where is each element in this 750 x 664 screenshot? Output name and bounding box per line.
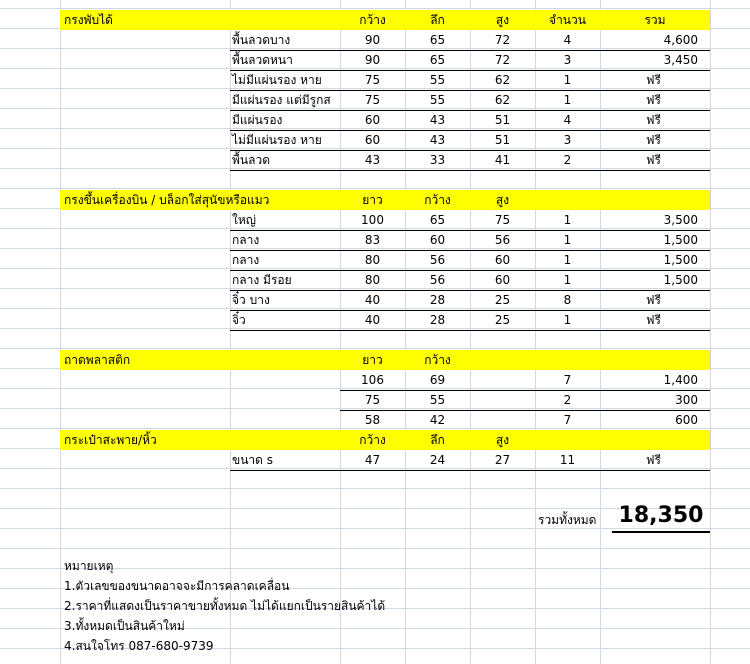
quantity-cell[interactable]: 1 (563, 253, 572, 267)
quantity-cell[interactable]: 4 (563, 33, 572, 47)
total-cell[interactable]: ฟรี (646, 293, 661, 307)
dimension-cell[interactable]: 75 (364, 393, 381, 407)
dimension-cell[interactable]: 60 (494, 273, 511, 287)
dimension-cell[interactable]: 43 (429, 133, 446, 147)
total-cell[interactable]: ฟรี (646, 133, 661, 147)
dimension-cell[interactable]: 43 (364, 153, 381, 167)
dimension-cell[interactable]: 55 (429, 93, 446, 107)
dimension-cell[interactable]: 58 (364, 413, 381, 427)
column-header[interactable]: ยาว (362, 193, 383, 207)
total-cell[interactable]: 1,400 (663, 373, 698, 387)
item-name[interactable]: มีแผ่นรอง แต่มีรูกส (232, 93, 331, 107)
total-cell[interactable]: 3,450 (663, 53, 698, 67)
column-header[interactable]: สูง (495, 13, 510, 27)
item-name[interactable]: จิ๋ว (232, 313, 246, 327)
total-cell[interactable]: 600 (675, 413, 698, 427)
dimension-cell[interactable]: 24 (429, 453, 446, 467)
column-header[interactable]: กว้าง (424, 353, 451, 367)
dimension-cell[interactable]: 51 (494, 133, 511, 147)
column-header[interactable]: ลึก (430, 13, 445, 27)
note-line[interactable]: 3.ทั้งหมดเป็นสินค้าใหม่ (64, 619, 185, 633)
dimension-cell[interactable]: 56 (429, 253, 446, 267)
column-header[interactable]: กว้าง (359, 433, 386, 447)
quantity-cell[interactable]: 1 (563, 93, 572, 107)
section-title[interactable]: กรงพับได้ (64, 13, 113, 27)
quantity-cell[interactable]: 1 (563, 213, 572, 227)
dimension-cell[interactable]: 75 (494, 213, 511, 227)
dimension-cell[interactable]: 43 (429, 113, 446, 127)
dimension-cell[interactable]: 100 (361, 213, 384, 227)
dimension-cell[interactable]: 33 (429, 153, 446, 167)
total-cell[interactable]: ฟรี (646, 313, 661, 327)
quantity-cell[interactable]: 1 (563, 233, 572, 247)
dimension-cell[interactable]: 65 (429, 213, 446, 227)
quantity-cell[interactable]: 7 (563, 373, 572, 387)
quantity-cell[interactable]: 2 (563, 393, 572, 407)
item-name[interactable]: ขนาด s (232, 453, 274, 467)
grid-column-line (710, 0, 711, 664)
quantity-cell[interactable]: 4 (563, 113, 572, 127)
dimension-cell[interactable]: 56 (429, 273, 446, 287)
total-cell[interactable]: ฟรี (646, 93, 661, 107)
dimension-cell[interactable]: 62 (494, 73, 511, 87)
dimension-cell[interactable]: 65 (429, 33, 446, 47)
column-header[interactable]: รวม (644, 13, 666, 27)
grand-total-underline (612, 531, 710, 533)
quantity-cell[interactable]: 1 (563, 273, 572, 287)
item-name[interactable]: จิ๋ว บาง (232, 293, 270, 307)
dimension-cell[interactable]: 55 (429, 393, 446, 407)
dimension-cell[interactable]: 25 (494, 313, 511, 327)
item-name[interactable]: พื้นลวด (232, 153, 270, 167)
dimension-cell[interactable]: 60 (364, 113, 381, 127)
dimension-cell[interactable]: 25 (494, 293, 511, 307)
note-line[interactable]: 4.สนใจโทร 087-680-9739 (64, 639, 214, 653)
total-cell[interactable]: 1,500 (663, 253, 698, 267)
grid-row-line (0, 488, 750, 489)
item-name[interactable]: พื้นลวดบาง (232, 33, 291, 47)
dimension-cell[interactable]: 60 (429, 233, 446, 247)
total-cell[interactable]: 3,500 (663, 213, 698, 227)
dimension-cell[interactable]: 90 (364, 53, 381, 67)
grand-total-label[interactable]: รวมทั้งหมด (538, 513, 597, 527)
dimension-cell[interactable]: 56 (494, 233, 511, 247)
quantity-cell[interactable]: 8 (563, 293, 572, 307)
dimension-cell[interactable]: 51 (494, 113, 511, 127)
dimension-cell[interactable]: 72 (494, 53, 511, 67)
item-name[interactable]: กลาง (232, 253, 260, 267)
quantity-cell[interactable]: 11 (559, 453, 576, 467)
dimension-cell[interactable]: 28 (429, 313, 446, 327)
total-cell[interactable]: 1,500 (663, 273, 698, 287)
dimension-cell[interactable]: 27 (494, 453, 511, 467)
dimension-cell[interactable]: 60 (494, 253, 511, 267)
item-name[interactable]: กลาง (232, 233, 260, 247)
dimension-cell[interactable]: 75 (364, 73, 381, 87)
column-header[interactable]: ลึก (430, 433, 445, 447)
dimension-cell[interactable]: 75 (364, 93, 381, 107)
dimension-cell[interactable]: 42 (429, 413, 446, 427)
dimension-cell[interactable]: 90 (364, 33, 381, 47)
dimension-cell[interactable]: 80 (364, 253, 381, 267)
dimension-cell[interactable]: 106 (361, 373, 384, 387)
dimension-cell[interactable]: 69 (429, 373, 446, 387)
grid-row-line (0, 188, 750, 189)
item-name[interactable]: ใหญ่ (232, 213, 256, 227)
row-border (230, 470, 710, 471)
dimension-cell[interactable]: 62 (494, 93, 511, 107)
total-cell[interactable]: 300 (675, 393, 698, 407)
column-header[interactable]: กว้าง (424, 193, 451, 207)
dimension-cell[interactable]: 47 (364, 453, 381, 467)
item-name[interactable]: กลาง มีรอย (232, 273, 292, 287)
notes-heading[interactable]: หมายเหตุ (64, 559, 114, 573)
quantity-cell[interactable]: 1 (563, 313, 572, 327)
dimension-cell[interactable]: 72 (494, 33, 511, 47)
quantity-cell[interactable]: 3 (563, 133, 572, 147)
total-cell[interactable]: 1,500 (663, 233, 698, 247)
item-name[interactable]: พื้นลวดหนา (232, 53, 293, 67)
dimension-cell[interactable]: 40 (364, 293, 381, 307)
total-cell[interactable]: 4,600 (663, 33, 698, 47)
quantity-cell[interactable]: 2 (563, 153, 572, 167)
row-border (230, 330, 710, 331)
note-line[interactable]: 2.ราคาที่แสดงเป็นราคาขายทั้งหมด ไม่ได้แยกเป็นรายสินค้าได้ (64, 599, 386, 613)
item-name[interactable]: ไม่มีแผ่นรอง หาย (232, 133, 322, 147)
dimension-cell[interactable]: 40 (364, 313, 381, 327)
note-line[interactable]: 1.ตัวเลขของขนาดอาจจะมีการคลาดเคลื่อน (64, 579, 290, 593)
column-header[interactable]: สูง (495, 193, 510, 207)
grid-row-line (0, 548, 750, 549)
dimension-cell[interactable]: 65 (429, 53, 446, 67)
section-title[interactable]: ถาดพลาสติก (64, 353, 131, 367)
dimension-cell[interactable]: 83 (364, 233, 381, 247)
dimension-cell[interactable]: 80 (364, 273, 381, 287)
grid-column-line (60, 0, 61, 664)
column-header[interactable]: ยาว (362, 353, 383, 367)
item-name[interactable]: ไม่มีแผ่นรอง หาย (232, 73, 322, 87)
total-cell[interactable]: ฟรี (646, 453, 661, 467)
total-cell[interactable]: ฟรี (646, 73, 661, 87)
dimension-cell[interactable]: 28 (429, 293, 446, 307)
grid-row-line (0, 348, 750, 349)
quantity-cell[interactable]: 7 (563, 413, 572, 427)
column-header[interactable]: กว้าง (359, 13, 386, 27)
column-header[interactable]: จำนวน (549, 13, 586, 27)
total-cell[interactable]: ฟรี (646, 153, 661, 167)
quantity-cell[interactable]: 1 (563, 73, 572, 87)
quantity-cell[interactable]: 3 (563, 53, 572, 67)
section-title[interactable]: กระเป๋าสะพาย/หิ้ว (64, 433, 157, 447)
grand-total-value[interactable]: 18,350 (618, 503, 704, 528)
column-header[interactable]: สูง (495, 433, 510, 447)
dimension-cell[interactable]: 60 (364, 133, 381, 147)
item-name[interactable]: มีแผ่นรอง (232, 113, 283, 127)
total-cell[interactable]: ฟรี (646, 113, 661, 127)
grid-row-line (0, 8, 750, 9)
dimension-cell[interactable]: 55 (429, 73, 446, 87)
section-title[interactable]: กรงขึ้นเครื่องบิน / บล็อกใส่สุนัขหรือแมว (64, 193, 270, 207)
row-border (230, 170, 710, 171)
dimension-cell[interactable]: 41 (494, 153, 511, 167)
